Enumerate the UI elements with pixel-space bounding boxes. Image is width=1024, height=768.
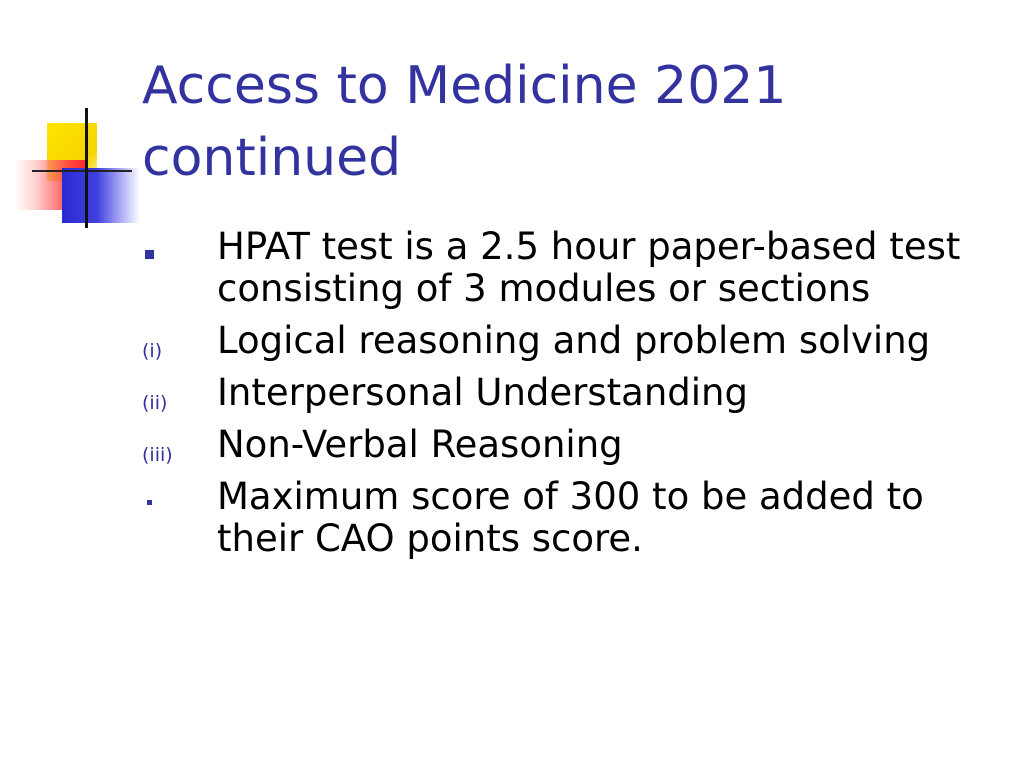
list-item (142, 372, 1002, 414)
list-item-marker: (i) (142, 340, 163, 362)
list-item-marker: (ii) (142, 392, 168, 414)
list-item-text: HPAT test is a 2.5 hour paper-based test consisting of 3 modules or sections (217, 225, 961, 310)
slide-title-line-1: Access to Medicine 2021 (142, 56, 787, 116)
logo-horizontal-line (32, 170, 132, 172)
logo-blue-square (62, 168, 140, 223)
list-item (142, 320, 1002, 362)
slide-title-line-2: continued (142, 128, 402, 188)
list-item-text: Logical reasoning and problem solving (217, 319, 931, 362)
list-item-marker: (iii) (142, 444, 173, 466)
list-item (142, 476, 1002, 560)
list-item-text: Interpersonal Understanding (217, 371, 748, 414)
slide-logo-decoration (12, 108, 142, 228)
list-item (142, 424, 1002, 466)
square-bullet-icon (145, 250, 154, 259)
list-item-text: Non-Verbal Reasoning (217, 423, 623, 466)
logo-vertical-line (85, 108, 88, 228)
slide-title (142, 50, 982, 194)
list-item (142, 226, 1002, 310)
list-item-text: Maximum score of 300 to be added to their CAO points score. (217, 475, 924, 560)
small-square-bullet-icon (147, 500, 152, 505)
bullet-list (142, 226, 1002, 570)
